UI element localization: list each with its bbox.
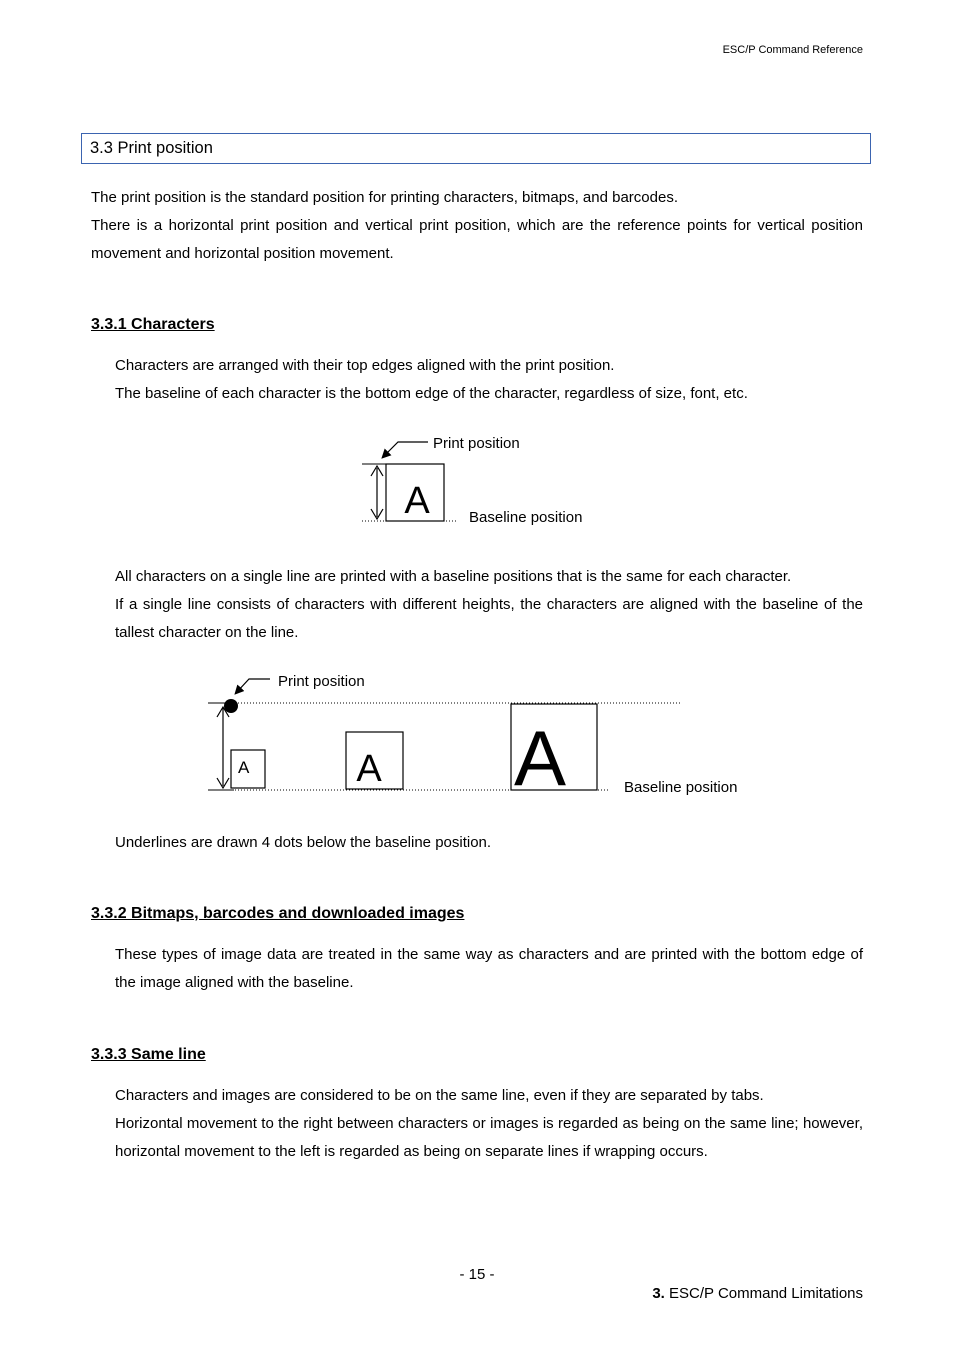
small-char: A: [238, 758, 250, 777]
print-position-dot: [224, 699, 238, 713]
bitmaps-text: These types of image data are treated in the same way as characters and are printed with the bottom edge of the image aligned with the baseline.: [115, 946, 863, 991]
header-reference: ESC/P Command Reference: [722, 44, 863, 56]
print-position-leader: [236, 679, 270, 693]
characters-paragraph: The baseline of each character is the bottom edge of the character, regardless of size, font, etc.: [115, 385, 748, 402]
same-line-paragraph: Characters and images are considered to be on the same line, even if they are separated by tabs.: [115, 1087, 764, 1104]
intro-paragraph: There is a horizontal print position and vertical print position, which are the reference points for vertical position movement and horizontal position movement.: [91, 217, 863, 262]
chapter-number: 3.: [652, 1285, 665, 1302]
same-line-text: [115, 1082, 863, 1166]
heading-same-line: 3.3.3 Same line: [91, 1046, 206, 1063]
alignment-paragraph: If a single line consists of characters with different heights, the characters are aligned with the baseline of the tallest character on the line.: [115, 596, 863, 641]
heading-bitmaps: 3.3.2 Bitmaps, barcodes and downloaded images: [91, 905, 465, 922]
print-position-label: Print position: [278, 673, 365, 690]
intro-text: [91, 184, 863, 268]
diagram-multiple-characters: [200, 665, 760, 800]
underline-note: Underlines are drawn 4 dots below the baseline position.: [115, 834, 492, 851]
section-title: 3.3 Print position: [90, 139, 213, 157]
diagram-single-character: [340, 425, 620, 535]
heading-characters: 3.3.1 Characters: [91, 316, 215, 333]
baseline-position-label: Baseline position: [624, 779, 738, 796]
medium-char: A: [356, 748, 382, 790]
footer-chapter: [652, 1285, 863, 1302]
baseline-position-label: Baseline position: [469, 509, 583, 526]
print-position-label: Print position: [433, 435, 520, 452]
characters-text: [115, 352, 863, 408]
intro-paragraph: The print position is the standard position for printing characters, bitmaps, and barcodes.: [91, 189, 678, 206]
alignment-text: [115, 563, 863, 647]
characters-paragraph: Characters are arranged with their top edges aligned with the print position.: [115, 357, 615, 374]
large-char: A: [513, 714, 567, 800]
page-number: - 15 -: [459, 1266, 495, 1283]
diagram-char: A: [404, 480, 430, 522]
alignment-paragraph: All characters on a single line are printed with a baseline positions that is the same for each character.: [115, 568, 792, 585]
chapter-title: ESC/P Command Limitations: [669, 1285, 863, 1302]
same-line-paragraph: Horizontal movement to the right between characters or images is regarded as being on the same line; however, horizontal movement to the left is regarded as being on separate lines if wrapping occurs.: [115, 1115, 863, 1160]
print-position-leader: [383, 442, 428, 457]
